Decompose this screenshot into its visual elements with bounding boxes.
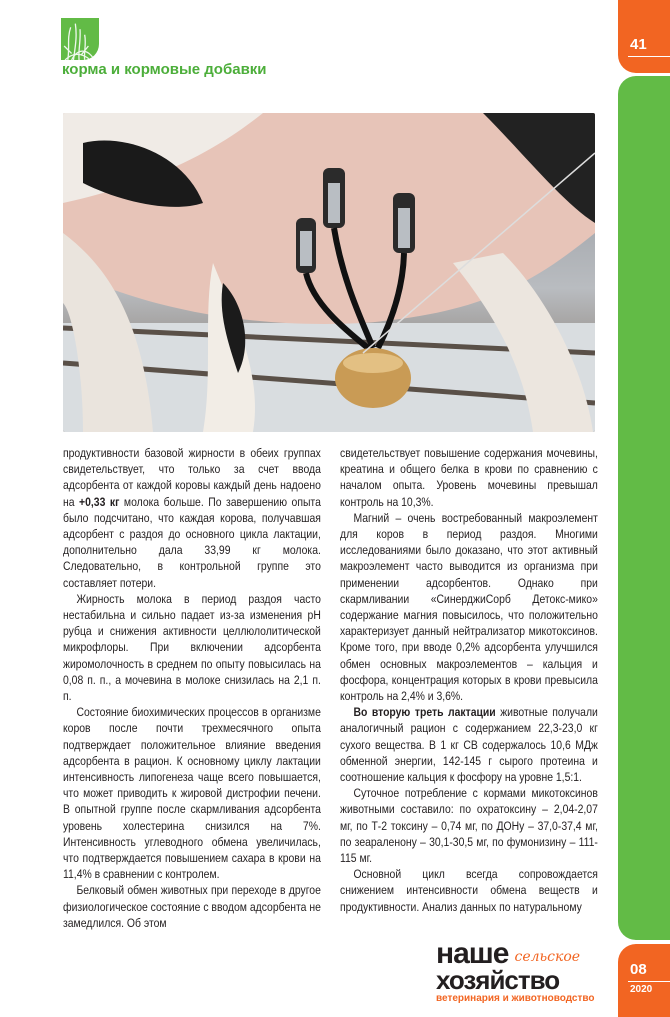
logo-top-row xyxy=(436,937,614,970)
divider xyxy=(628,981,670,982)
text: продуктивности базовой жирности в обеих группах свидетельствует, что только за счет ввода адсорбента от каждой коровы каждый день надоено на xyxy=(63,446,321,509)
article-photo xyxy=(63,113,595,432)
subheading: Во вторую треть лактации xyxy=(353,705,496,720)
paragraph: Белковый обмен животных при переходе в другое физиологическое состояние с вводом адсорбента не замедлился. Об этом xyxy=(63,883,321,930)
paragraph: Состояние биохимических процессов в организме коров после почти трехмесячного опыта подтверждает положительное влияние введения адсорбента в рацион. К основному циклу лактации интенсивность липогенеза чаще всего повышается, что может приводить к жировой дистрофии печени. В опытной группе после скармливания адсорбента уровень холестерина снизился на 7%. Интенсивность углеводного обмена увеличилась, что подтверждается повышением сахара в крови на 11,4% в сравнении с контролем. xyxy=(63,705,321,882)
milking-machine-photo-icon xyxy=(63,113,595,432)
text: молока больше. По завершению опыта было подсчитано, что каждая корова, получавшая адсорбент с раздоя до основного цикла лактации, дополнительно дала 33,99 кг молока. Следовательно, в контрольной группе это составляет потери. xyxy=(63,494,321,590)
article-column-left xyxy=(63,445,321,931)
section-title: корма и кормовые добавки xyxy=(62,61,267,78)
logo-subtitle: ветеринария и животноводство xyxy=(436,993,595,1004)
text: животные получали аналогичный рацион с содержанием 22,3-23,0 кг сухого вещества. В 1 кг СВ содержалось 10,6 МДж обменной энергии, 142-145 г сырого протеина и соотношение кальция к фосфору на уровне 1,5:1. xyxy=(340,705,598,785)
highlight-value: +0,33 кг xyxy=(79,494,120,509)
logo-line-2: хозяйство xyxy=(436,965,560,995)
issue-number: 08 xyxy=(630,961,647,978)
paragraph: свидетельствует повышение содержания мочевины, креатина и общего белка в крови по сравнению с началом опыта. Уровень мочевины превышал контроль на 10,3%. xyxy=(340,446,598,509)
grass-logo-icon xyxy=(61,18,99,60)
paragraph: Магний – очень востребованный макроэлемент для коров в период раздоя. Многими исследованиями было доказано, что этот активный макроэлемент часто выводится из организма при применении адсорбентов. Однако при скармливании «СинерджиСорб Детокс-мико» содержание магния повысилось, что положительно характеризует данный нейтрализатор микотоксинов. Кроме того, при вводе 0,2% адсорбента улучшился обмен основных макроэлементов – кальция и фосфора, концентрация которых в крови превысила контроль на 2,4% и 3,6%. xyxy=(340,510,598,704)
side-band xyxy=(618,76,670,940)
paragraph: Основной цикл всегда сопровождается снижением интенсивности обмена веществ и продуктивности. Анализ данных по натуральному xyxy=(340,867,598,914)
logo-line-1: наше xyxy=(436,937,509,970)
article-column-right xyxy=(340,445,598,915)
issue-year: 2020 xyxy=(630,984,653,995)
paragraph xyxy=(340,704,598,785)
magazine-logo xyxy=(436,937,614,1005)
divider xyxy=(628,56,670,57)
paragraph: Суточное потребление с кормами микотоксинов животными составило: по охратоксину – 2,04-2,07 мг, по Т-2 токсину – 0,74 мг, по ДОНу – 37,0-37,4 мг, по зеараленону – 30,1-30,5 мг, по фумонизину – 111-115 мг. xyxy=(340,786,598,866)
page-number: 41 xyxy=(630,36,647,53)
paragraph: Жирность молока в период раздоя часто нестабильна и сильно падает из-за изменения pH рубца и снижения активности целлюлолитической микрофлоры. При включении адсорбента жиромолочность в среднем по опыту повысилась на 0,08 п. п., а мочевина в молоке снизилась на 2,1 п. п. xyxy=(63,591,321,704)
paragraph xyxy=(63,445,321,591)
logo-script: сельское xyxy=(514,949,581,965)
